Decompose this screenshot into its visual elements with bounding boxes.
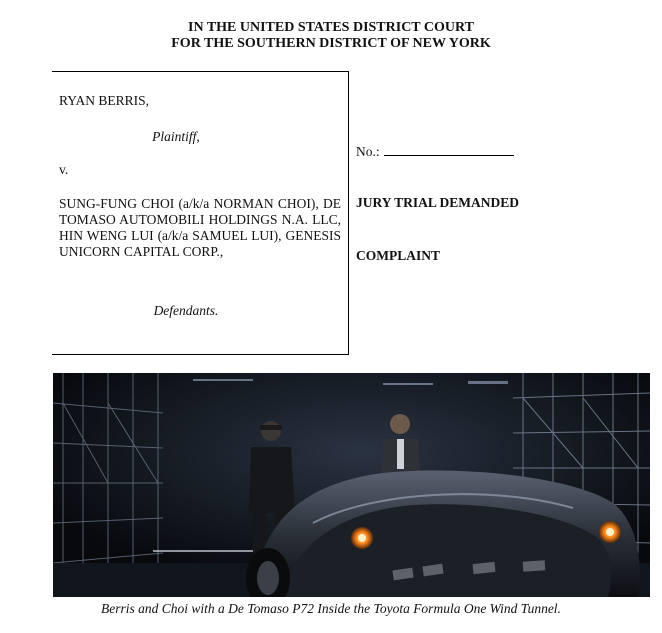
plaintiff-name: RYAN BERRIS, [59,93,150,108]
case-number-label: No.: [356,144,380,159]
court-heading-line-1: IN THE UNITED STATES DISTRICT COURT [188,20,474,35]
court-heading [0,20,662,52]
court-heading-line-2: FOR THE SOUTHERN DISTRICT OF NEW YORK [171,36,491,51]
jury-demand: JURY TRIAL DEMANDED [356,195,520,210]
photo-caption: Berris and Choi with a De Tomaso P72 Inside the Toyota Formula One Wind Tunnel. [101,601,561,616]
case-caption-box [52,71,349,355]
defendants-role: Defendants. [153,303,219,318]
wind-tunnel-photo [53,373,650,597]
case-number-field [356,143,514,160]
document-title: COMPLAINT [356,248,440,263]
plaintiff-role: Plaintiff, [152,129,200,144]
versus: v. [59,162,69,177]
case-number-blank [384,143,514,156]
defendants-list: SUNG-FUNG CHOI (a/k/a NORMAN CHOI), DE TOMASO AUTOMOBILI HOLDINGS N.A. LLC, HIN WENG LUI (a/k/a SAMUEL LUI), GENESIS UNICORN CAPITAL CORP., [59,196,341,259]
